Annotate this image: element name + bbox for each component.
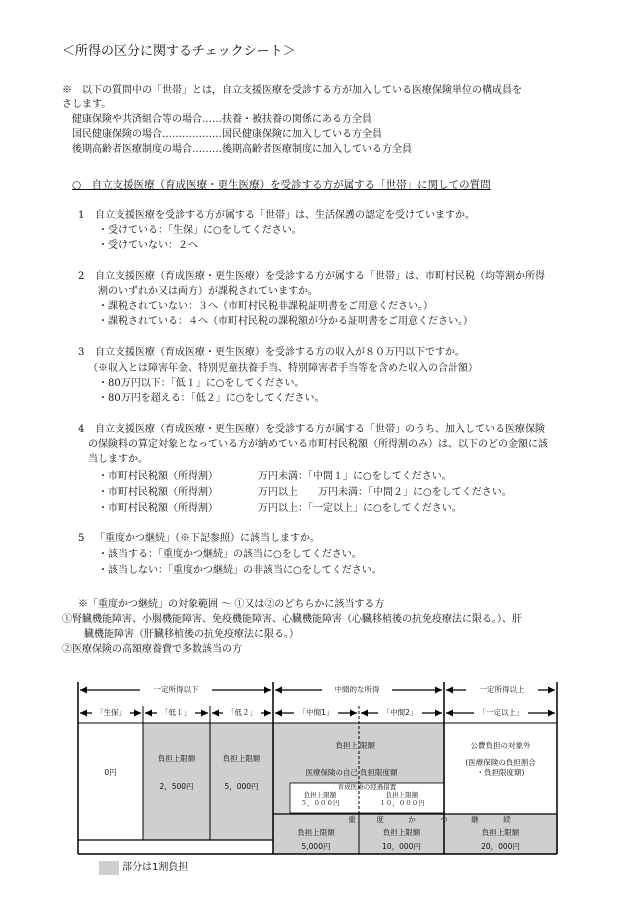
cat-seiho: 「生保」 — [96, 708, 126, 717]
page-title: ＜所得の区分に関するチェックシート＞ — [62, 44, 296, 59]
q4-row-label: ・市町村民税額（所得割） — [98, 487, 218, 498]
range-high: 一定所得以上 — [479, 685, 525, 694]
keika-mid1-label: 負担上限額 — [303, 791, 337, 799]
q5-number: 5 — [78, 533, 85, 544]
jk-char: つ — [440, 815, 448, 824]
q3-number: 3 — [78, 347, 85, 358]
q5-text: 「重度かつ継続」（※下記参照）に該当しますか。 — [95, 533, 320, 544]
q2-number: 2 — [78, 271, 85, 282]
q4-number: 4 — [78, 424, 85, 435]
q3-note: （※収入とは障害年金、特別児童扶養手当、特別障害者手当等を含めた収入の合計額） — [88, 363, 478, 374]
q1-number: 1 — [78, 210, 85, 221]
cat-low1: 「低１」 — [161, 708, 191, 717]
household-note-line2: さします。 — [62, 99, 112, 110]
cat-low2: 「低２」 — [227, 708, 257, 717]
cat-high: 「一定以上」 — [478, 708, 524, 717]
keika-mid2-amount: １０，０００円 — [379, 799, 425, 807]
scope-heading: ※「重度かつ継続」の対象範囲 ～ ①又は②のどちらかに該当する方 — [78, 599, 385, 610]
scope-line: ②医療保険の高額療養費で多数該当の方 — [62, 644, 242, 655]
cat-mid1: 「中間1」 — [298, 708, 334, 717]
q1-option: ・受けていない：２へ — [98, 240, 198, 251]
q1-option: ・受けている：「生保」に○をしてください。 — [98, 225, 302, 236]
range-mid: 中間的な所得 — [334, 685, 380, 694]
q2-option: ・課税されていない：３へ（市町村民税非課税証明書をご用意ください。） — [98, 301, 433, 312]
q2-text: 自立支援医療（育成医療・更生医療）を受診する方が属する「世帯」は、市町村民税（均等割か所得 — [95, 271, 545, 282]
q5-option: ・該当する：「重度かつ継続」の該当に○をしてください。 — [98, 549, 362, 560]
scope-line: ①腎臓機能障害、小腸機能障害、免疫機能障害、心臓機能障害（心臓移植後の抗免疫療法に限る。）、肝 — [62, 614, 522, 625]
mid-label: 限額 — [360, 741, 375, 750]
q4-text: 当しますか。 — [88, 454, 148, 465]
q4-text: の保険料の算定対象となっている方が納めている市町村民税額（所得割のみ）は、以下のどの金額に該 — [88, 439, 548, 450]
q4-row-label: ・市町村民税額（所得割） — [98, 471, 218, 482]
keika-mid1-amount: ５，０００円 — [300, 799, 340, 807]
section-heading: ○ 自立支援医療（育成医療・更生医療）を受診する方が属する「世帯」に関しての質問 — [72, 179, 491, 191]
q5-option: ・該当しない：「重度かつ継続」の非該当に○をしてください。 — [98, 565, 382, 576]
q3-option: ・80万円を超える：「低２」に○をしてください。 — [98, 393, 325, 404]
note-item: 後期高齢者医療制度の場合………後期高齢者医療制度に加入している方全員 — [72, 144, 412, 155]
range-low: 一定所得以下 — [153, 685, 199, 694]
jk-high-amount: 20，000円 — [481, 842, 520, 851]
q1-text: 自立支援医療を受診する方が属する「世帯」は、生活保護の認定を受けていますか。 — [95, 210, 475, 221]
low2-label: 負担上限額 — [222, 754, 261, 763]
jk-high-label: 負担上限額 — [481, 828, 520, 837]
jk-mid1-label: 負担上限額 — [297, 828, 335, 837]
jk-mid2-label: 負担上限額 — [382, 828, 421, 837]
jk-char: 度 — [376, 815, 384, 824]
q4-row-text: 万円以上：「一定以上」に○をしてください。 — [258, 503, 462, 514]
low1-amount: 2，500円 — [159, 782, 194, 791]
keika-mid2-label: 負担上限額 — [385, 791, 419, 799]
q4-text: 自立支援医療（育成医療・更生医療）を受診する方が属する「世帯」のうち、加入している医療保険 — [95, 424, 545, 435]
mid-label: 負担上 — [335, 741, 358, 750]
jk-mid2-amount: 10，000円 — [382, 842, 421, 851]
q3-option: ・80万円以下：「低１」に○をしてください。 — [98, 378, 305, 389]
high-text: (医療保険の負担割合 — [465, 758, 536, 767]
q3-text: 自立支援医療（育成医療・更生医療）を受診する方の収入が８０万円以下ですか。 — [95, 347, 465, 358]
q2-text: 割のいずれか又は両方）が課税されていますか。 — [98, 286, 318, 297]
keika-title: 育成医療の経過措置 — [337, 783, 397, 791]
legend-text: 部分は1割負担 — [122, 862, 189, 873]
jk-char: 重 — [348, 815, 356, 824]
high-text: 公費負担の対象外 — [470, 741, 531, 750]
seiho-amount: 0円 — [104, 768, 117, 777]
low2-amount: 5，000円 — [224, 782, 259, 791]
high-text: ・負担限度額) — [476, 768, 525, 777]
household-note-line1: ※ 以下の質問中の「世帯」とは，自立支援医療を受診する方が加入している医療保険単位の構成員を — [62, 85, 522, 96]
low1-label: 負担上限額 — [157, 754, 196, 763]
mid-self-burden: 医療保険の自己 — [305, 768, 358, 777]
legend-swatch — [99, 861, 119, 875]
note-item: 国民健康保険の場合………………国民健康保険に加入している方全員 — [72, 129, 382, 140]
jk-char: 続 — [503, 815, 511, 824]
note-item: 健康保険や共済組合等の場合……扶養・被扶養の関係にある方全員 — [72, 114, 372, 125]
q2-option: ・課税されている：４へ（市町村民税の課税額が分かる証明書をご用意ください。） — [98, 316, 473, 327]
q4-row-label: ・市町村民税額（所得割） — [98, 503, 218, 514]
jk-char: 継 — [471, 815, 479, 824]
q4-row-text: 万円以上 万円未満：「中間２」に○をしてください。 — [258, 487, 512, 498]
scope-line: 臓機能障害（肝臓移植後の抗免疫療法に限る。） — [84, 629, 299, 640]
q4-row-text: 万円未満：「中間１」に○をしてください。 — [258, 471, 452, 482]
cat-mid2: 「中間2」 — [382, 708, 418, 717]
jk-mid1-amount: 5,000円 — [301, 842, 331, 851]
jk-char: か — [408, 815, 416, 824]
mid-self-burden: 負担限度額 — [360, 768, 398, 777]
